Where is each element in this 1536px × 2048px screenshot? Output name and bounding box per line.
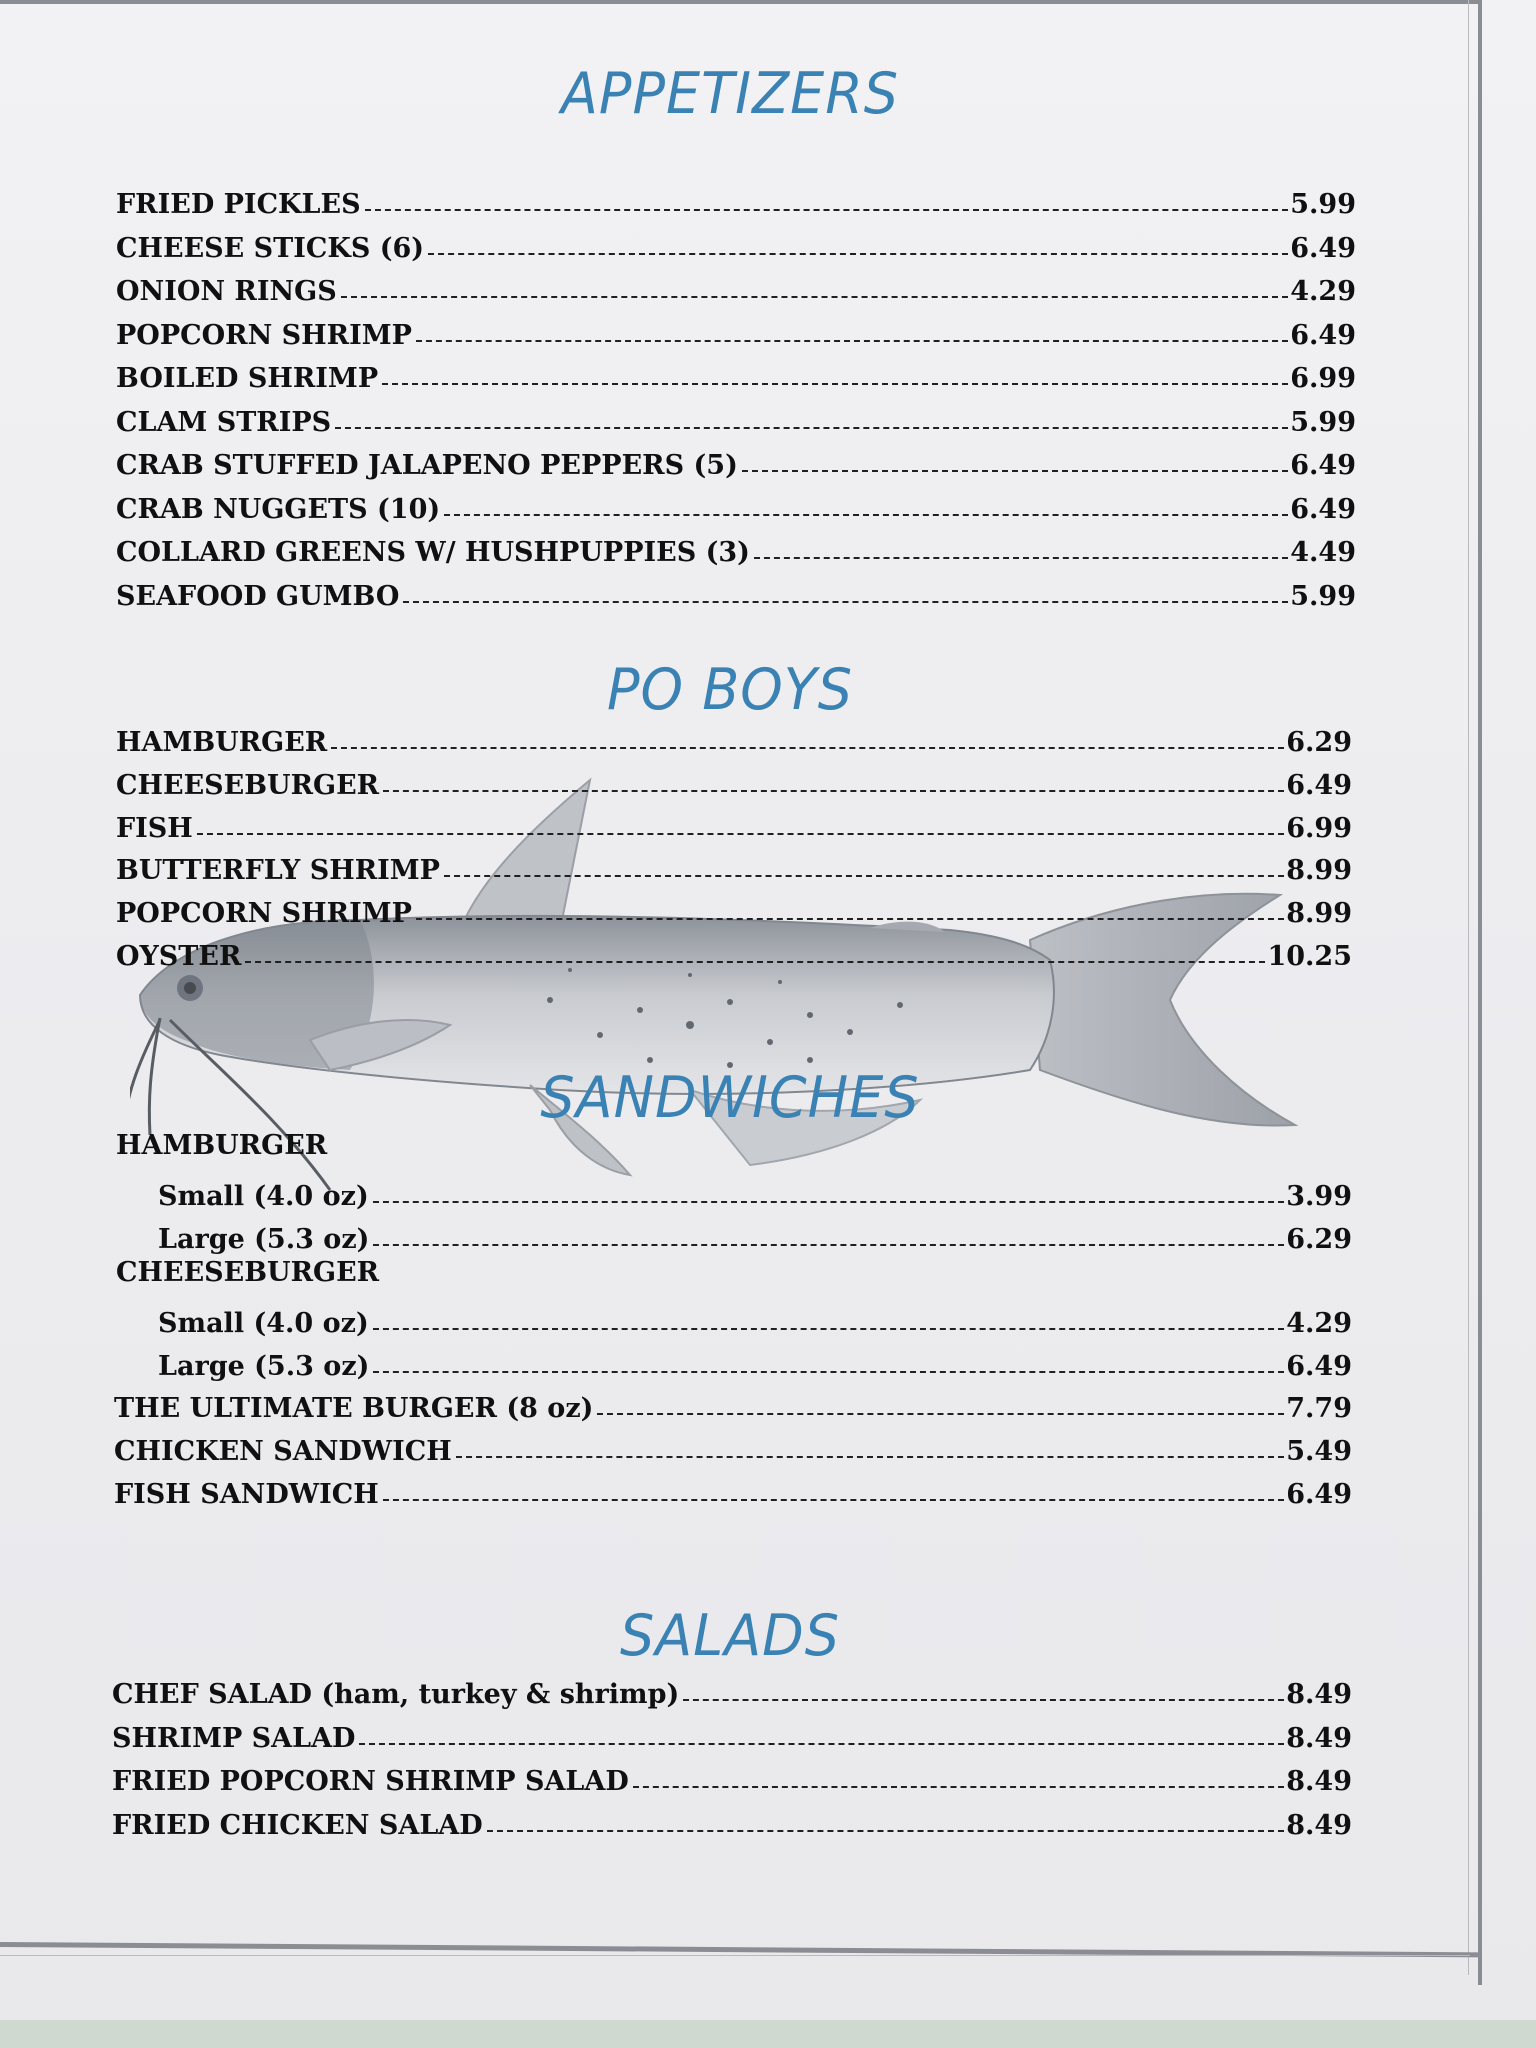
dot-leader	[416, 918, 1284, 920]
menu-item-row	[116, 354, 1356, 394]
menu-item-row	[158, 1299, 1352, 1339]
menu-item-name: ONION RINGS	[116, 276, 337, 307]
menu-item-price: 8.99	[1286, 898, 1352, 930]
menu-item-name: Small (4.0 oz)	[158, 1308, 369, 1339]
menu-item-price: 4.49	[1290, 537, 1356, 568]
menu-item-name: OYSTER	[116, 941, 242, 972]
dot-leader	[197, 833, 1284, 835]
menu-item-row	[114, 1470, 1352, 1510]
menu-item-name: FRIED PICKLES	[116, 189, 361, 220]
dot-leader	[444, 875, 1284, 877]
menu-item-row	[158, 1342, 1352, 1382]
menu-item-name: Large (5.3 oz)	[158, 1350, 370, 1382]
menu-item-name: CRAB STUFFED JALAPENO PEPPERS (5)	[116, 450, 738, 481]
menu-item-name: FRIED POPCORN SHRIMP SALAD	[112, 1766, 629, 1797]
menu-item-price: 5.49	[1286, 1436, 1352, 1467]
menu-item-name: CHEF SALAD (ham, turkey & shrimp)	[112, 1679, 680, 1710]
menu-item-price: 6.49	[1290, 319, 1356, 351]
menu-item-price: 5.99	[1290, 406, 1356, 438]
menu-item-row	[116, 267, 1356, 307]
menu-item-name: FISH SANDWICH	[114, 1479, 379, 1510]
menu-item-row	[116, 485, 1356, 525]
menu-item-name: POPCORN SHRIMP	[116, 898, 412, 930]
menu-item-price: 5.99	[1290, 580, 1356, 612]
menu-item-name: HAMBURGER	[116, 727, 328, 758]
dot-leader	[456, 1456, 1284, 1458]
menu-item-price: 6.29	[1286, 1223, 1352, 1255]
dot-leader	[754, 557, 1288, 559]
frame-border-right	[1478, 0, 1482, 1985]
menu-item-row	[116, 889, 1352, 929]
menu-item-row	[112, 1801, 1352, 1841]
menu-item-price: 5.99	[1290, 189, 1356, 220]
menu-item-price: 6.49	[1286, 1479, 1352, 1510]
menu-item-row	[116, 528, 1356, 568]
dot-leader	[373, 1371, 1284, 1373]
dot-leader	[383, 790, 1284, 792]
menu-item-price: 8.49	[1286, 1766, 1352, 1797]
frame-border-top	[0, 0, 1480, 4]
dot-leader	[742, 470, 1288, 472]
menu-item-row	[116, 718, 1352, 758]
menu-item-row	[112, 1670, 1352, 1710]
menu-item-name: SHRIMP SALAD	[112, 1722, 356, 1754]
menu-item-name: THE ULTIMATE BURGER (8 oz)	[114, 1393, 594, 1424]
menu-item-row	[116, 224, 1356, 264]
menu-item-name: Small (4.0 oz)	[158, 1181, 369, 1212]
dot-leader	[382, 383, 1288, 385]
menu-item-row	[112, 1757, 1352, 1797]
table-surface	[0, 2020, 1536, 2048]
menu-item-row	[116, 398, 1356, 438]
dot-leader	[597, 1413, 1284, 1415]
dot-leader	[359, 1743, 1284, 1745]
menu-item-row	[116, 180, 1356, 220]
menu-item-row	[114, 1427, 1352, 1467]
dot-leader	[245, 961, 1265, 963]
menu-item-name: COLLARD GREENS W/ HUSHPUPPIES (3)	[116, 537, 750, 568]
dot-leader	[373, 1201, 1284, 1203]
menu-item-row	[116, 761, 1352, 801]
section-title-appetizers: APPETIZERS	[560, 60, 899, 127]
menu-group-name: CHEESEBURGER	[116, 1257, 380, 1288]
menu-item-row	[158, 1172, 1352, 1212]
menu-item-price: 8.49	[1286, 1809, 1352, 1841]
menu-item-price: 6.49	[1290, 450, 1356, 481]
menu-item-price: 8.49	[1286, 1679, 1352, 1710]
menu-item-price: 6.99	[1286, 812, 1352, 844]
menu-item-row	[116, 311, 1356, 351]
menu-item-name: BOILED SHRIMP	[116, 363, 379, 394]
dot-leader	[633, 1786, 1284, 1788]
menu-item-price: 4.29	[1286, 1308, 1352, 1339]
menu-item-name: CHEESE STICKS (6)	[116, 232, 425, 264]
menu-item-row	[114, 1384, 1352, 1424]
dot-leader	[416, 340, 1288, 342]
menu-item-price: 3.99	[1286, 1181, 1352, 1212]
menu-item-name: CHICKEN SANDWICH	[114, 1436, 452, 1467]
dot-leader	[373, 1244, 1284, 1246]
menu-item-row	[116, 932, 1352, 972]
menu-item-price: 6.49	[1290, 493, 1356, 525]
menu-item-name: CRAB NUGGETS (10)	[116, 493, 441, 525]
menu-item-price: 7.79	[1286, 1393, 1352, 1424]
menu-item-name: POPCORN SHRIMP	[116, 319, 412, 351]
menu-item-name: SEAFOOD GUMBO	[116, 580, 400, 612]
menu-item-price: 8.49	[1286, 1722, 1352, 1754]
menu-item-price: 4.29	[1290, 276, 1356, 307]
menu-group-name: HAMBURGER	[116, 1130, 328, 1161]
menu-item-name: FISH	[116, 812, 193, 844]
section-title-salads: SALADS	[619, 1602, 841, 1669]
dot-leader	[383, 1499, 1285, 1501]
menu-item-row	[116, 441, 1356, 481]
dot-leader	[341, 296, 1289, 298]
dot-leader	[487, 1830, 1285, 1832]
section-title-po-boys: PO BOYS	[606, 656, 854, 723]
menu-item-name: FRIED CHICKEN SALAD	[112, 1809, 483, 1841]
menu-item-price: 6.49	[1286, 769, 1352, 801]
menu-item-name: Large (5.3 oz)	[158, 1223, 370, 1255]
dot-leader	[365, 209, 1289, 211]
dot-leader	[683, 1699, 1284, 1701]
dot-leader	[331, 747, 1284, 749]
frame-border-bottom-inner	[0, 1955, 1470, 1956]
menu-item-row	[116, 804, 1352, 844]
menu-item-row	[116, 846, 1352, 886]
menu-item-price: 6.49	[1286, 1350, 1352, 1382]
menu-item-price: 6.99	[1290, 363, 1356, 394]
menu-item-price: 10.25	[1267, 941, 1352, 972]
dot-leader	[428, 253, 1288, 255]
section-title-sandwiches: SANDWICHES	[540, 1064, 920, 1131]
dot-leader	[444, 514, 1288, 516]
menu-item-price: 8.99	[1286, 855, 1352, 887]
menu-item-row	[116, 572, 1356, 612]
menu-item-name: BUTTERFLY SHRIMP	[116, 855, 440, 887]
menu-item-price: 6.29	[1286, 727, 1352, 758]
frame-border-right-inner	[1468, 0, 1469, 1975]
menu-item-name: CLAM STRIPS	[116, 406, 332, 438]
menu-item-price: 6.49	[1290, 232, 1356, 264]
dot-leader	[335, 427, 1288, 429]
menu-item-name: CHEESEBURGER	[116, 769, 380, 801]
dot-leader	[373, 1328, 1284, 1330]
dot-leader	[403, 601, 1288, 603]
menu-item-row	[158, 1215, 1352, 1255]
menu-item-row	[112, 1714, 1352, 1754]
